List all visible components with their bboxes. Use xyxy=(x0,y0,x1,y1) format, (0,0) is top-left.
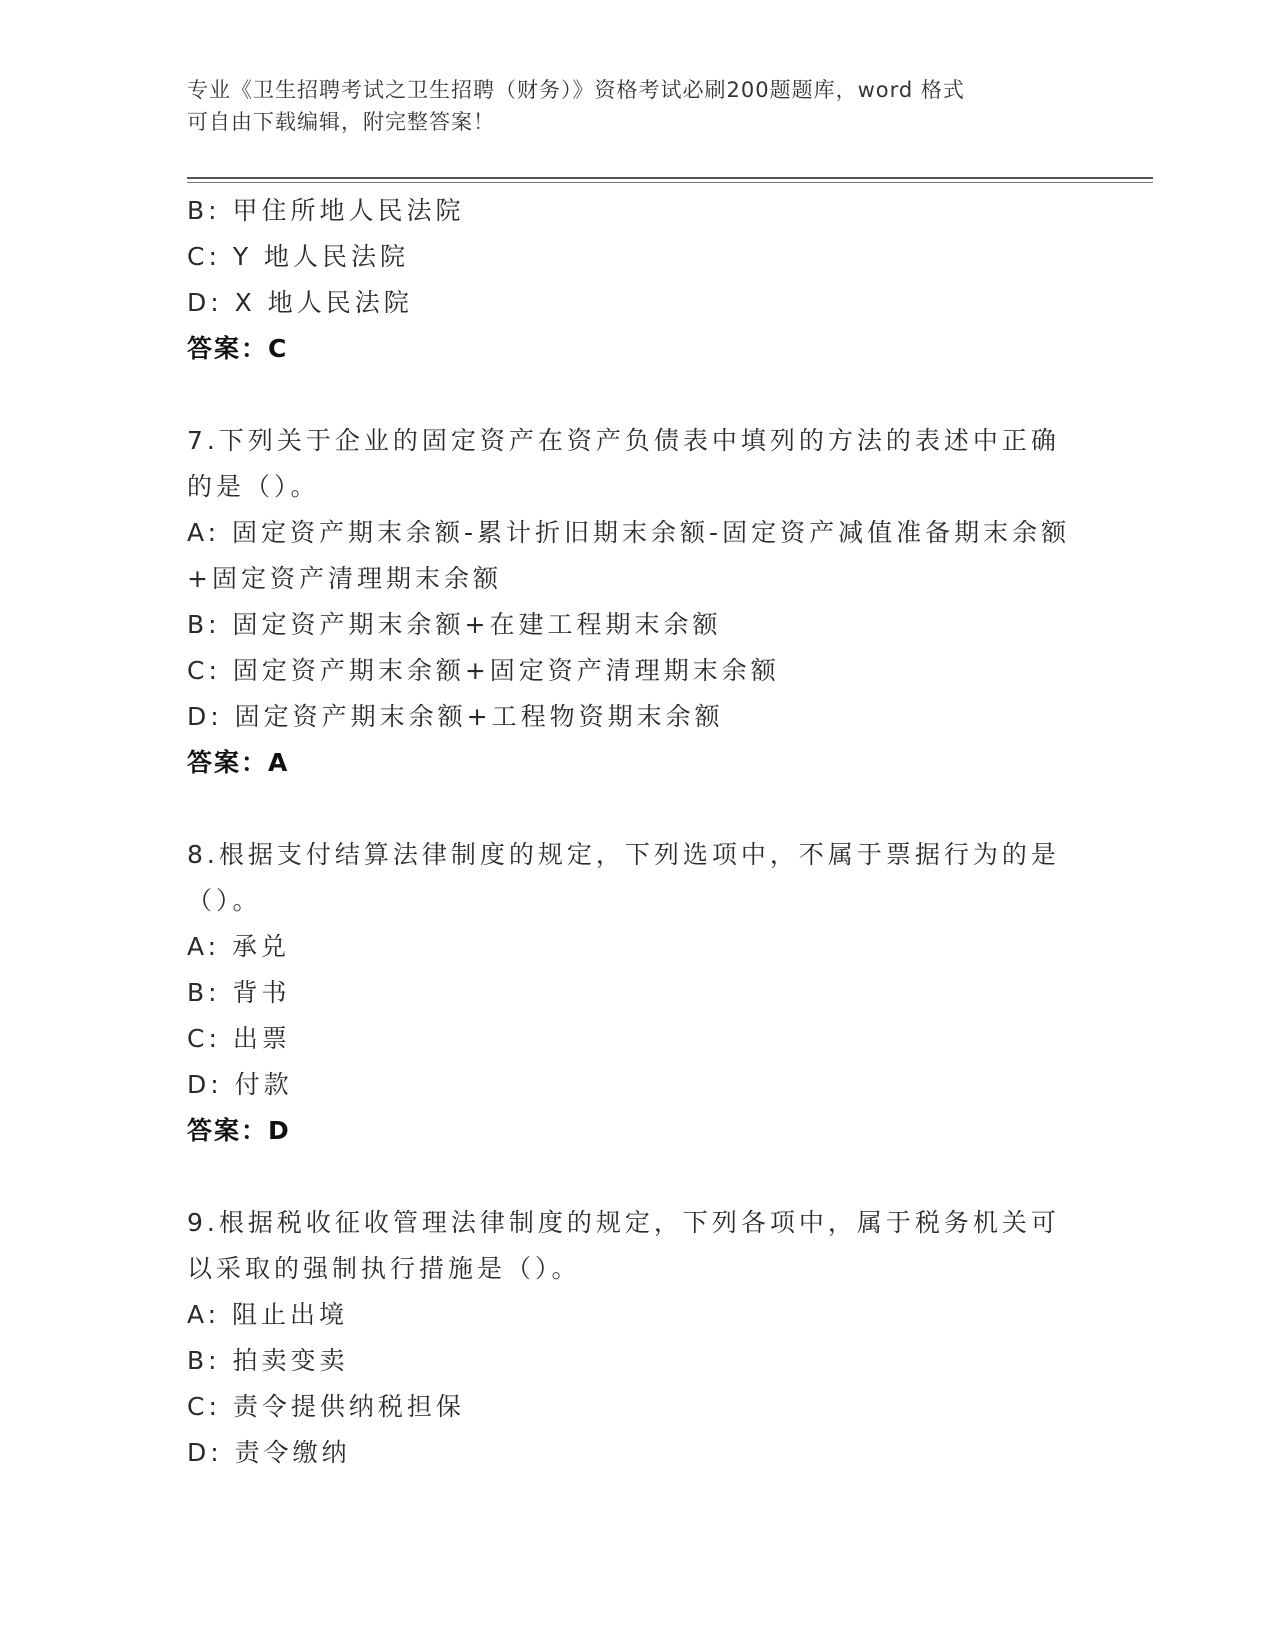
option-a: A: 承兑 xyxy=(187,932,291,961)
option-d: D: 固定资产期末余额+工程物资期末余额 xyxy=(187,702,724,731)
header-divider-thin xyxy=(187,182,1153,183)
option-c: C: Y 地人民法院 xyxy=(187,242,410,271)
question-7 xyxy=(187,418,1087,786)
option-b: B: 拍卖变卖 xyxy=(187,1346,349,1375)
answer-line: 答案：D xyxy=(187,1116,291,1145)
spacer xyxy=(187,372,1087,418)
header-line-1: 专业《卫生招聘考试之卫生招聘（财务）》资格考试必刷200题题库，word 格式 xyxy=(187,78,965,102)
question-stem: 的是（）。 xyxy=(187,472,320,501)
question-8 xyxy=(187,832,1087,1154)
question-9 xyxy=(187,1200,1087,1476)
option-d: D: X 地人民法院 xyxy=(187,288,413,317)
option-d: D: 责令缴纳 xyxy=(187,1438,351,1467)
question-stem: 以采取的强制执行措施是（）。 xyxy=(187,1254,581,1283)
option-a: A: 阻止出境 xyxy=(187,1300,349,1329)
option-c: C: 出票 xyxy=(187,1024,291,1053)
header-line-2: 可自由下载编辑，附完整答案！ xyxy=(187,110,495,134)
question-content xyxy=(187,188,1087,1476)
question-stem: 9.根据税收征收管理法律制度的规定，下列各项中，属于税务机关可 xyxy=(187,1208,1060,1237)
answer-line: 答案：A xyxy=(187,748,290,777)
spacer xyxy=(187,786,1087,832)
spacer xyxy=(187,1154,1087,1200)
header-divider-thick xyxy=(187,177,1153,179)
option-b: B: 甲住所地人民法院 xyxy=(187,196,465,225)
option-b: B: 固定资产期末余额+在建工程期末余额 xyxy=(187,610,722,639)
option-b: B: 背书 xyxy=(187,978,291,1007)
option-a-continued: +固定资产清理期末余额 xyxy=(187,564,502,593)
option-d: D: 付款 xyxy=(187,1070,293,1099)
option-c: C: 固定资产期末余额+固定资产清理期末余额 xyxy=(187,656,780,685)
option-a: A: 固定资产期末余额-累计折旧期末余额-固定资产减值准备期末余额 xyxy=(187,518,1071,547)
question-6 xyxy=(187,188,1087,372)
answer-line: 答案：C xyxy=(187,334,289,363)
question-stem: 8.根据支付结算法律制度的规定，下列选项中，不属于票据行为的是 xyxy=(187,840,1060,869)
option-c: C: 责令提供纳税担保 xyxy=(187,1392,465,1421)
question-stem: （）。 xyxy=(187,886,262,915)
document-header xyxy=(187,74,1067,138)
question-stem: 7.下列关于企业的固定资产在资产负债表中填列的方法的表述中正确 xyxy=(187,426,1060,455)
